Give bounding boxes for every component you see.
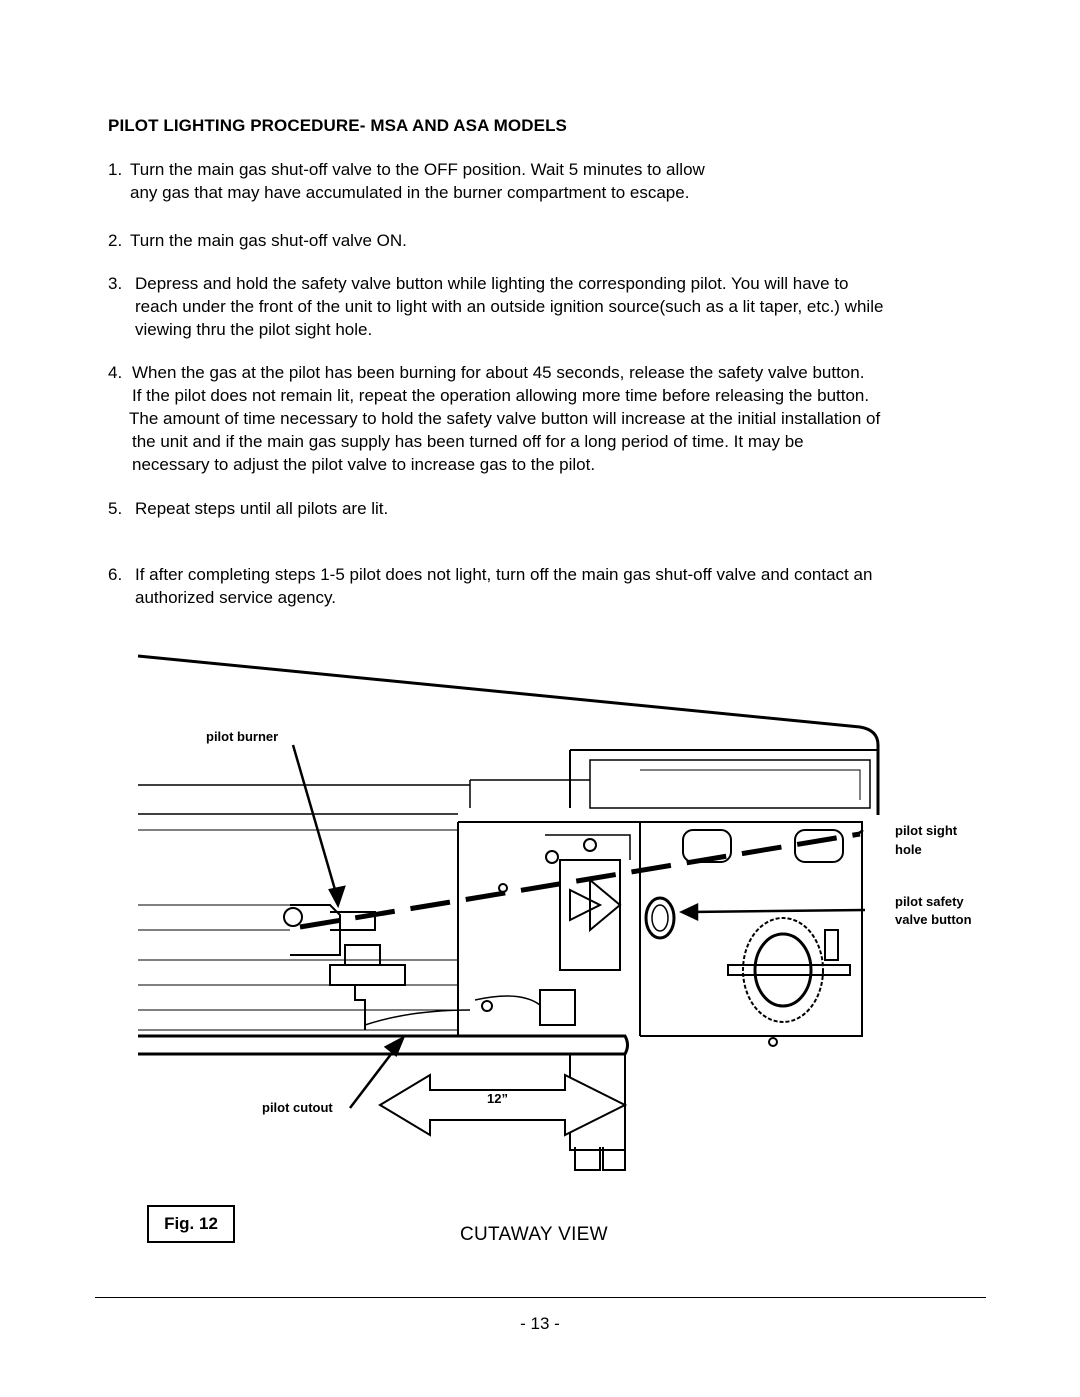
section-heading: PILOT LIGHTING PROCEDURE- MSA AND ASA MODELS	[108, 116, 567, 135]
step-text: If the pilot does not remain lit, repeat the operation allowing more time before releasing the button.	[132, 386, 870, 405]
safety-button-leader	[690, 910, 865, 912]
label-pilot-burner: pilot burner	[206, 729, 279, 744]
step-2	[108, 229, 1008, 252]
step-text: necessary to adjust the pilot valve to increase gas to the pilot.	[132, 455, 596, 474]
figure-number: Fig. 12	[164, 1214, 218, 1233]
step-number: 5.	[108, 499, 123, 518]
pilot-burner-leader	[293, 745, 338, 900]
cutaway-diagram	[0, 640, 1080, 1200]
safety-valve-button	[646, 898, 674, 938]
step-number: 3.	[108, 274, 123, 293]
figure-caption: CUTAWAY VIEW	[460, 1224, 608, 1245]
upper-panel	[570, 750, 878, 808]
label-pilot-sight-hole: pilot sight	[895, 823, 958, 838]
valve-box	[458, 822, 640, 1036]
step-number: 2.	[108, 231, 123, 250]
step-text: When the gas at the pilot has been burning for about 45 seconds, release the safety valve button.	[132, 363, 865, 382]
page-number: - 13 -	[520, 1314, 560, 1333]
step-3	[108, 272, 1008, 341]
step-number: 6.	[108, 565, 123, 584]
step-4	[108, 361, 1008, 476]
step-number: 1.	[108, 160, 123, 179]
sight-line	[300, 834, 860, 927]
step-text: Repeat steps until all pilots are lit.	[135, 499, 389, 518]
step-text: viewing thru the pilot sight hole.	[135, 320, 373, 339]
bottom-beam	[138, 1036, 628, 1054]
step-text: the unit and if the main gas supply has been turned off for a long period of time. It may be	[132, 432, 804, 451]
step-number: 4.	[108, 363, 123, 382]
label-pilot-sight-hole-2: hole	[895, 842, 922, 857]
footer-rule	[95, 1297, 986, 1298]
figure-number-box	[147, 1205, 235, 1243]
step-1	[108, 158, 1008, 204]
label-pilot-safety: pilot safety	[895, 894, 964, 909]
step-text: reach under the front of the unit to light with an outside ignition source(such as a lit taper, etc.) while	[135, 297, 884, 316]
label-valve-button: valve button	[895, 912, 972, 927]
step-5	[108, 497, 1008, 520]
step-text: Turn the main gas shut-off valve ON.	[130, 231, 407, 250]
label-dimension: 12”	[487, 1091, 508, 1106]
step-text: Turn the main gas shut-off valve to the OFF position. Wait 5 minutes to allow	[130, 160, 705, 179]
label-pilot-cutout: pilot cutout	[262, 1100, 333, 1115]
step-text: any gas that may have accumulated in the burner compartment to escape.	[130, 183, 690, 202]
step-text: Depress and hold the safety valve button while lighting the corresponding pilot. You will have to	[135, 274, 849, 293]
step-6	[108, 563, 1008, 609]
step-text: The amount of time necessary to hold the safety valve button will increase at the initial installation of	[129, 409, 881, 428]
step-text: If after completing steps 1-5 pilot does not light, turn off the main gas shut-off valve and contact an	[135, 565, 873, 584]
step-text: authorized service agency.	[135, 588, 336, 607]
